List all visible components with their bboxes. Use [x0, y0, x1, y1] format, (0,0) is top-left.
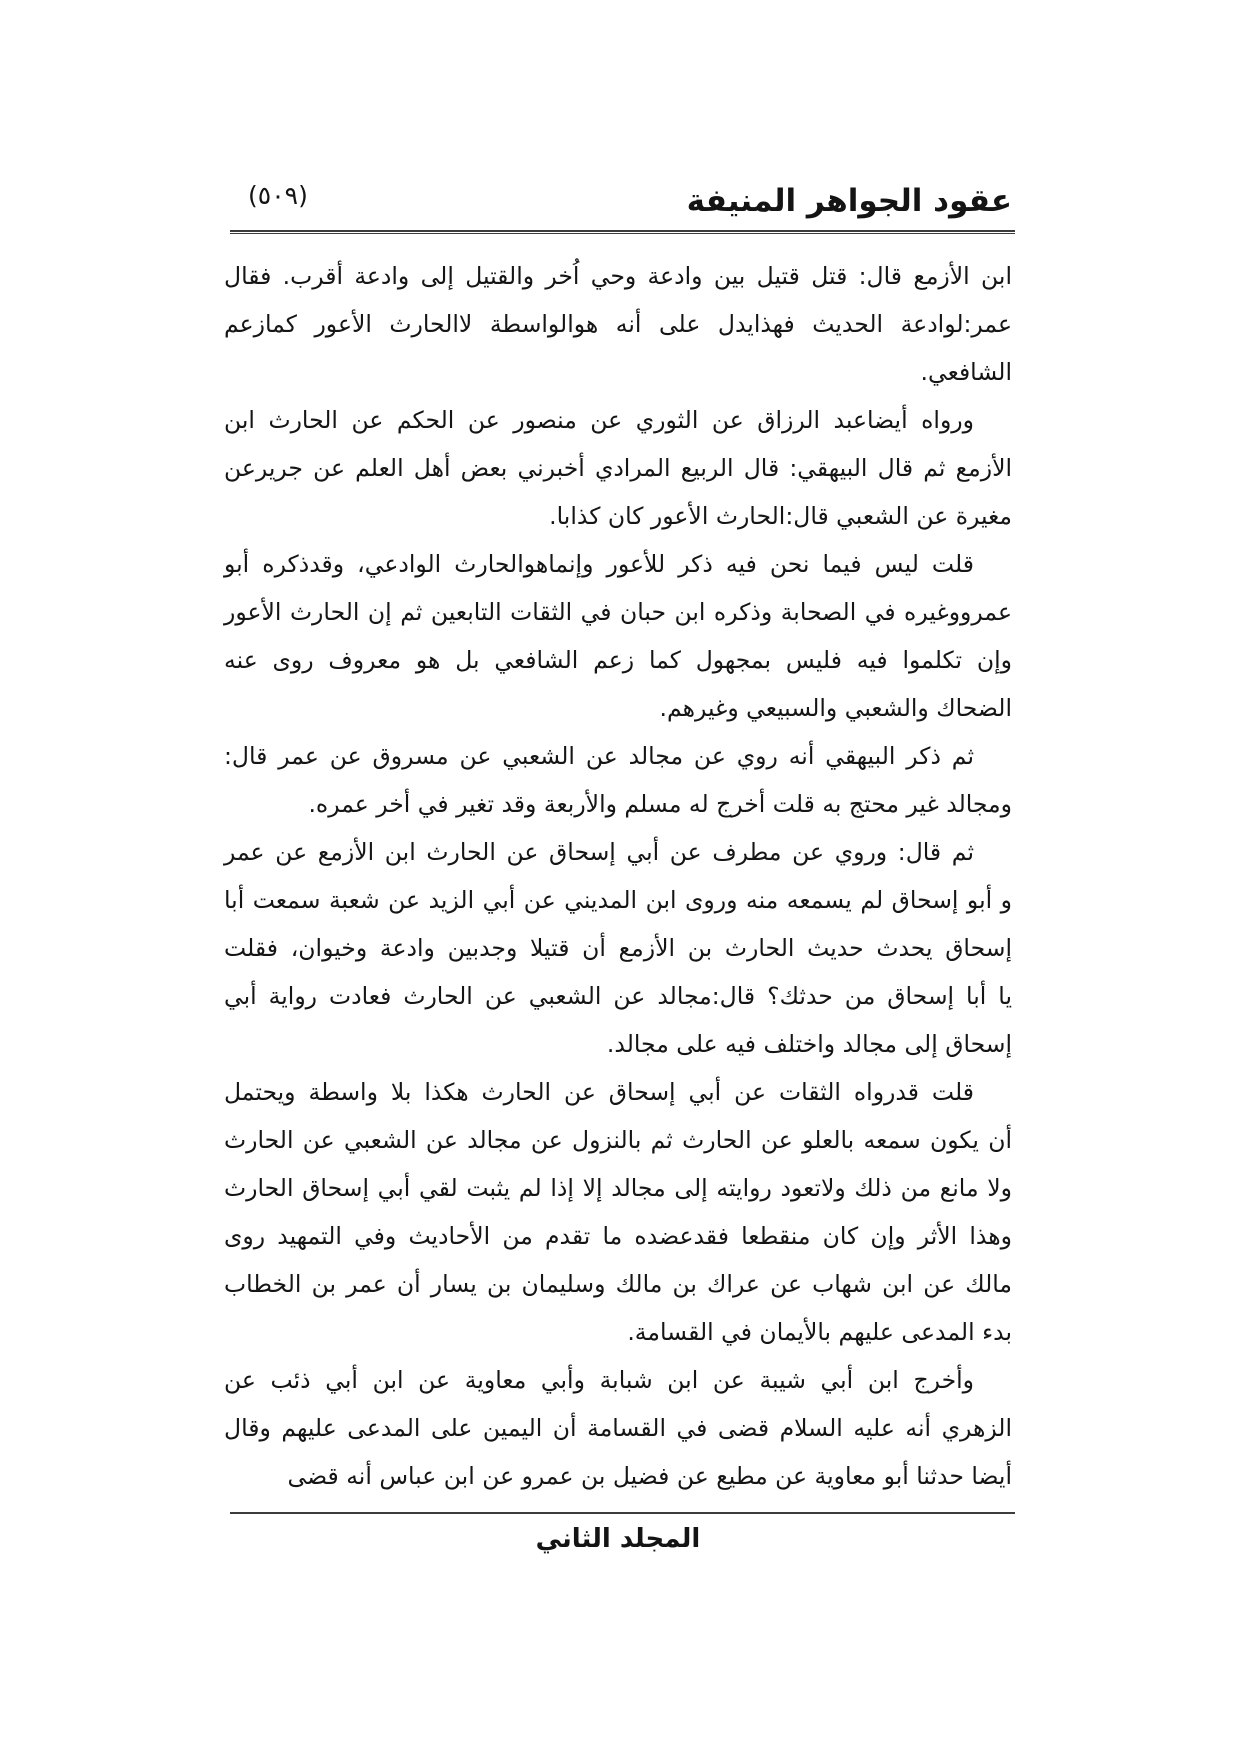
text-line: وأخرج ابن أبي شيبة عن ابن شبابة وأبي معاوية عن ابن أبي ذئب عن [224, 1366, 974, 1394]
footer-divider [230, 1512, 1015, 1514]
text-line: الأزمع ثم قال البيهقي: قال الربيع المرادي أخبرني بعض أهل العلم عن جريرعن [224, 454, 1012, 482]
text-line: وهذا الأثر وإن كان منقطعا فقدعضده ما تقدم من الأحاديث وفي التمهيد روى [224, 1222, 1012, 1250]
text-line: قلت ليس فيما نحن فيه ذكر للأعور وإنماهوالحارث الوادعي، وقدذكره أبو [224, 550, 974, 578]
text-body [224, 252, 1012, 1500]
text-line: إسحاق يحدث حديث الحارث بن الأزمع أن قتيلا وجدبين وادعة وخيوان، فقلت [224, 934, 1012, 962]
page-header [0, 0, 1240, 240]
volume-label: المجلد الثاني [535, 1524, 701, 1554]
text-line: إسحاق إلى مجالد واختلف فيه على مجالد. [606, 1030, 1012, 1058]
text-line: ولا مانع من ذلك ولاتعود روايته إلى مجالد إلا إذا لم يثبت لقي أبي إسحاق الحارث [224, 1174, 1012, 1202]
text-line: ومجالد غير محتج به قلت أخرج له مسلم والأربعة وقد تغير في أخر عمره. [308, 790, 1012, 818]
text-line: قلت قدرواه الثقات عن أبي إسحاق عن الحارث هكذا بلا واسطة ويحتمل [224, 1078, 974, 1106]
text-line: وإن تكلموا فيه فليس بمجهول كما زعم الشافعي بل هو معروف روى عنه [224, 646, 1012, 674]
page-number: (٥٠٩) [248, 181, 308, 210]
text-line: ورواه أيضاعبد الرزاق عن الثوري عن منصور عن الحكم عن الحارث ابن [224, 406, 974, 434]
text-line: عمر:لوادعة الحديث فهذايدل على أنه هوالواسطة لاالحارث الأعور كمازعم [224, 310, 1012, 338]
text-line: ثم ذكر البيهقي أنه روي عن مجالد عن الشعبي عن مسروق عن عمر قال: [224, 742, 974, 770]
book-title: عقود الجواهر المنيفة [686, 183, 1012, 219]
text-line: الزهري أنه عليه السلام قضى في القسامة أن اليمين على المدعى عليهم وقال [224, 1414, 1012, 1442]
text-line: يا أبا إسحاق من حدثك؟ قال:مجالد عن الشعبي عن الحارث فعادت رواية أبي [224, 982, 1012, 1010]
header-divider [230, 230, 1015, 234]
text-line: أيضا حدثنا أبو معاوية عن مطيع عن فضيل بن عمرو عن ابن عباس أنه قضى [287, 1462, 1012, 1490]
text-line: بدء المدعى عليهم بالأيمان في القسامة. [627, 1318, 1012, 1346]
text-line: مالك عن ابن شهاب عن عراك بن مالك وسليمان بن يسار أن عمر بن الخطاب [224, 1270, 1012, 1298]
text-line: ثم قال: وروي عن مطرف عن أبي إسحاق عن الحارث ابن الأزمع عن عمر [224, 838, 974, 866]
text-line: مغيرة عن الشعبي قال:الحارث الأعور كان كذابا. [549, 502, 1012, 530]
text-line: الضحاك والشعبي والسبيعي وغيرهم. [659, 694, 1012, 722]
text-line: و أبو إسحاق لم يسمعه منه وروى ابن المديني عن أبي الزيد عن شعبة سمعت أبا [224, 886, 1012, 914]
text-line: ابن الأزمع قال: قتل قتيل بين وادعة وحي اُخر والقتيل إلى وادعة أقرب. فقال [224, 262, 1012, 290]
text-line: الشافعي. [920, 358, 1012, 386]
text-line: أن يكون سمعه بالعلو عن الحارث ثم بالنزول عن مجالد عن الشعبي عن الحارث [224, 1126, 1012, 1154]
text-line: عمرووغيره في الصحابة وذكره ابن حبان في الثقات التابعين ثم إن الحارث الأعور [224, 598, 1012, 626]
